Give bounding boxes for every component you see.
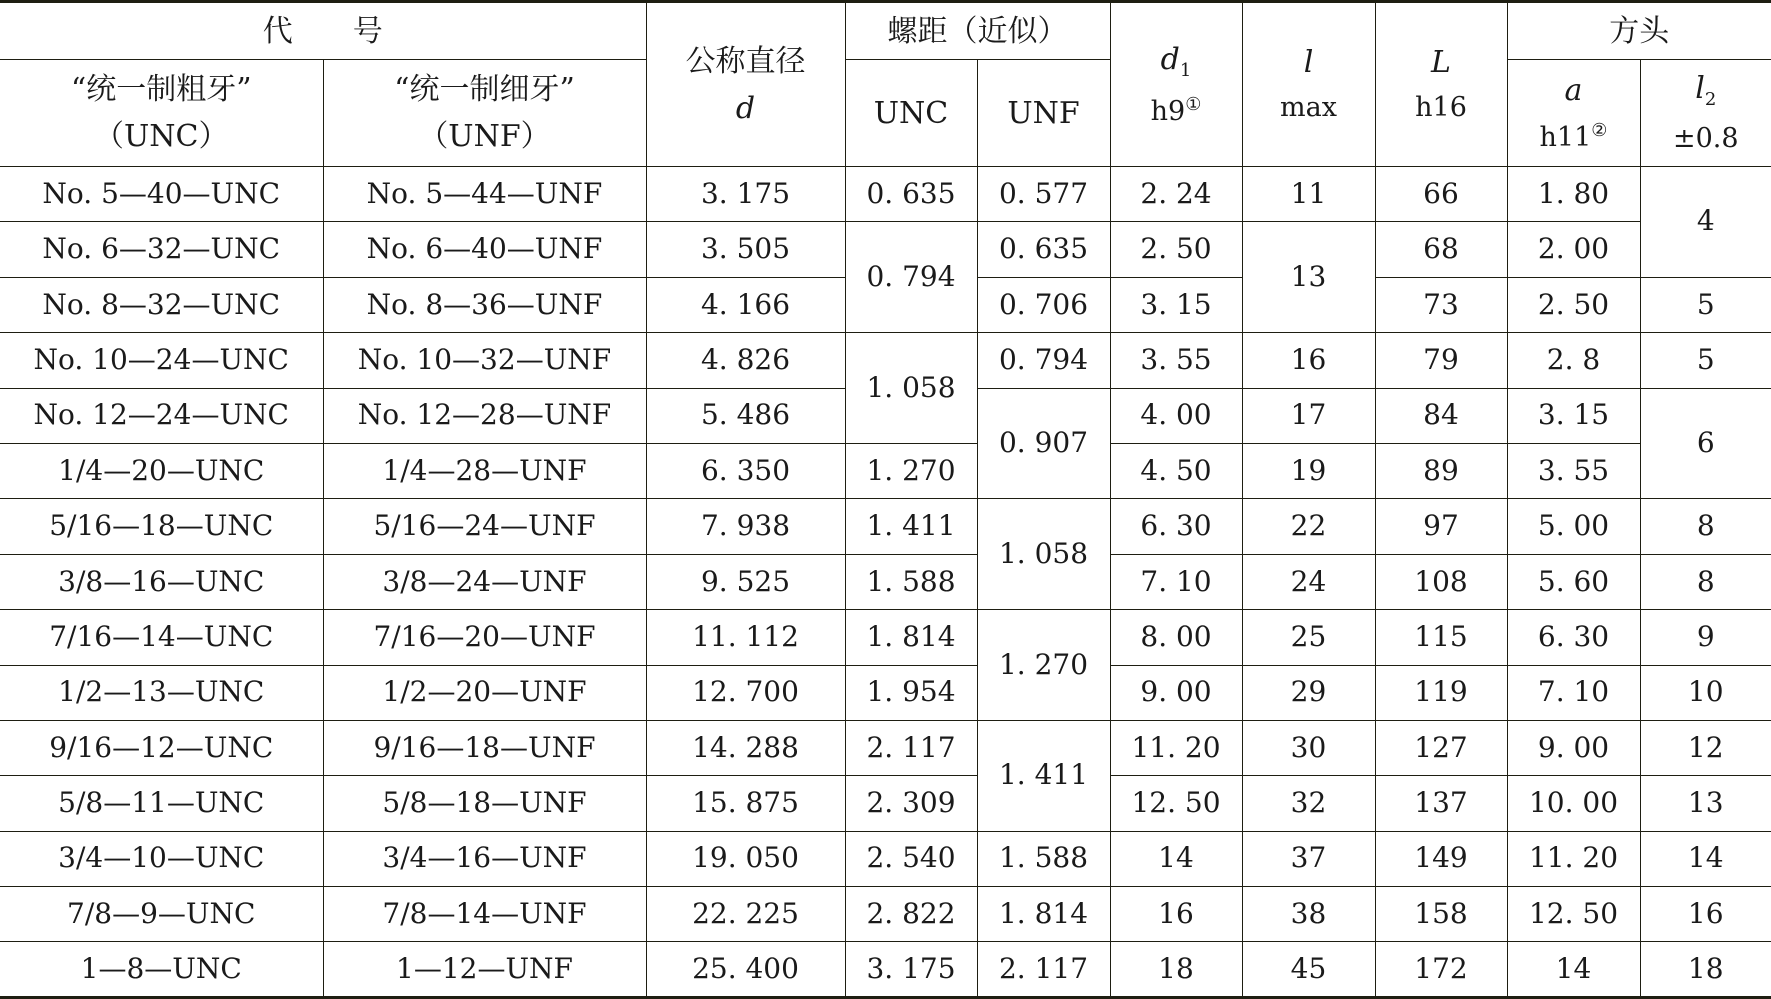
code-header: 代 号 <box>0 2 646 60</box>
l2-subscript: 2 <box>1705 89 1716 110</box>
l2-symbol-line <box>1641 72 1771 110</box>
unc-designation-cell: 5/16—18—UNC <box>0 499 323 554</box>
nominal-diameter-cell: 12. 700 <box>646 665 845 720</box>
d1-symbol-line <box>1111 43 1242 81</box>
nominal-diameter-cell: 3. 505 <box>646 222 845 277</box>
nominal-diameter-cell: 19. 050 <box>646 831 845 886</box>
table-row <box>0 720 1771 775</box>
d1-cell: 3. 15 <box>1110 277 1242 332</box>
table-row <box>0 665 1771 720</box>
square-head-header: 方头 <box>1507 2 1771 60</box>
l-cell: 13 <box>1242 222 1375 333</box>
L-cell: 97 <box>1375 499 1507 554</box>
d1-cell: 11. 20 <box>1110 720 1242 775</box>
l-cell: 32 <box>1242 776 1375 831</box>
L-cell: 66 <box>1375 167 1507 222</box>
table-row <box>0 776 1771 831</box>
pitch-unc-header: UNC <box>845 60 977 167</box>
nominal-diameter-header <box>646 2 845 167</box>
l2-cell: 12 <box>1640 720 1771 775</box>
l2-cell: 9 <box>1640 610 1771 665</box>
table-row <box>0 167 1771 222</box>
nominal-diameter-cell: 5. 486 <box>646 388 845 443</box>
pitch-unf-cell: 0. 706 <box>977 277 1110 332</box>
table-row <box>0 499 1771 554</box>
pitch-header: 螺距（近似） <box>845 2 1110 60</box>
l2-cell: 16 <box>1640 887 1771 942</box>
nominal-diameter-cell: 9. 525 <box>646 554 845 609</box>
l2-cell: 4 <box>1640 167 1771 278</box>
L-cell: 73 <box>1375 277 1507 332</box>
L-header <box>1375 2 1507 167</box>
d1-cell: 2. 50 <box>1110 222 1242 277</box>
unc-designation-cell: 3/4—10—UNC <box>0 831 323 886</box>
unc-designation-cell: No. 5—40—UNC <box>0 167 323 222</box>
table-row <box>0 887 1771 942</box>
pitch-unc-cell: 1. 954 <box>845 665 977 720</box>
a-cell: 10. 00 <box>1507 776 1640 831</box>
d1-cell: 3. 55 <box>1110 333 1242 388</box>
pitch-unf-cell: 1. 058 <box>977 499 1110 610</box>
a-tolerance-line <box>1508 121 1640 153</box>
unf-header <box>323 60 646 167</box>
l-cell: 16 <box>1242 333 1375 388</box>
unf-designation-cell: 1/2—20—UNF <box>323 665 646 720</box>
l2-cell: 6 <box>1640 388 1771 499</box>
unf-designation-cell: 5/8—18—UNF <box>323 776 646 831</box>
l-cell: 29 <box>1242 665 1375 720</box>
d1-cell: 6. 30 <box>1110 499 1242 554</box>
table-row <box>0 554 1771 609</box>
table-row <box>0 333 1771 388</box>
unf-designation-cell: 3/4—16—UNF <box>323 831 646 886</box>
l-cell: 22 <box>1242 499 1375 554</box>
l2-cell: 5 <box>1640 277 1771 332</box>
l2-cell: 8 <box>1640 554 1771 609</box>
pitch-unc-cell: 1. 814 <box>845 610 977 665</box>
pitch-unf-cell: 0. 907 <box>977 388 1110 499</box>
l-cell: 38 <box>1242 887 1375 942</box>
L-cell: 84 <box>1375 388 1507 443</box>
unc-designation-cell: 7/16—14—UNC <box>0 610 323 665</box>
a-cell: 7. 10 <box>1507 665 1640 720</box>
unf-title: “统一制细牙” <box>324 73 646 106</box>
a-footnote-mark: ② <box>1591 120 1607 141</box>
unc-designation-cell: 7/8—9—UNC <box>0 887 323 942</box>
L-cell: 79 <box>1375 333 1507 388</box>
unc-designation-cell: 1/2—13—UNC <box>0 665 323 720</box>
d1-subscript: 1 <box>1180 60 1191 81</box>
d1-tolerance: h9 <box>1151 96 1186 127</box>
nominal-diameter-cell: 15. 875 <box>646 776 845 831</box>
pitch-unc-cell: 1. 411 <box>845 499 977 554</box>
d1-symbol: d <box>1161 42 1180 77</box>
l-cell: 45 <box>1242 942 1375 997</box>
l-cell: 25 <box>1242 610 1375 665</box>
header-row-1 <box>0 2 1771 60</box>
nominal-diameter-cell: 6. 350 <box>646 443 845 498</box>
pitch-unf-cell: 0. 577 <box>977 167 1110 222</box>
pitch-unc-cell: 2. 822 <box>845 887 977 942</box>
l-cell: 37 <box>1242 831 1375 886</box>
nominal-diameter-label: 公称直径 <box>647 45 845 78</box>
unf-designation-cell: No. 12—28—UNF <box>323 388 646 443</box>
pitch-unc-cell: 1. 058 <box>845 333 977 444</box>
unf-designation-cell: No. 6—40—UNF <box>323 222 646 277</box>
a-cell: 5. 00 <box>1507 499 1640 554</box>
pitch-unf-cell: 2. 117 <box>977 942 1110 997</box>
a-cell: 1. 80 <box>1507 167 1640 222</box>
l-cell: 24 <box>1242 554 1375 609</box>
L-cell: 89 <box>1375 443 1507 498</box>
table-row <box>0 222 1771 277</box>
unc-designation-cell: 3/8—16—UNC <box>0 554 323 609</box>
pitch-unf-cell: 1. 270 <box>977 610 1110 721</box>
a-cell: 14 <box>1507 942 1640 997</box>
L-tolerance: h16 <box>1376 93 1507 123</box>
l2-header <box>1640 60 1771 167</box>
d1-cell: 9. 00 <box>1110 665 1242 720</box>
a-cell: 3. 15 <box>1507 388 1640 443</box>
pitch-unc-cell: 0. 635 <box>845 167 977 222</box>
table-row <box>0 443 1771 498</box>
l2-cell: 5 <box>1640 333 1771 388</box>
a-cell: 2. 8 <box>1507 333 1640 388</box>
pitch-unf-cell: 1. 588 <box>977 831 1110 886</box>
nominal-diameter-cell: 4. 166 <box>646 277 845 332</box>
a-cell: 9. 00 <box>1507 720 1640 775</box>
L-cell: 149 <box>1375 831 1507 886</box>
d1-tolerance-line <box>1111 95 1242 127</box>
pitch-unc-cell: 2. 117 <box>845 720 977 775</box>
a-cell: 11. 20 <box>1507 831 1640 886</box>
a-header <box>1507 60 1640 167</box>
L-symbol: L <box>1376 46 1507 79</box>
a-cell: 3. 55 <box>1507 443 1640 498</box>
L-cell: 127 <box>1375 720 1507 775</box>
nominal-diameter-cell: 25. 400 <box>646 942 845 997</box>
unf-designation-cell: 7/8—14—UNF <box>323 887 646 942</box>
l2-tolerance: ±0.8 <box>1641 124 1771 154</box>
L-cell: 172 <box>1375 942 1507 997</box>
a-cell: 12. 50 <box>1507 887 1640 942</box>
unf-designation-cell: 9/16—18—UNF <box>323 720 646 775</box>
d1-header <box>1110 2 1242 167</box>
L-cell: 68 <box>1375 222 1507 277</box>
d1-cell: 14 <box>1110 831 1242 886</box>
pitch-unc-cell: 2. 540 <box>845 831 977 886</box>
pitch-unf-header: UNF <box>977 60 1110 167</box>
d1-cell: 4. 00 <box>1110 388 1242 443</box>
pitch-unc-cell: 1. 588 <box>845 554 977 609</box>
unc-subtitle: （UNC） <box>0 120 323 153</box>
pitch-unc-cell: 3. 175 <box>845 942 977 997</box>
l2-symbol: l <box>1695 71 1705 106</box>
d1-cell: 8. 00 <box>1110 610 1242 665</box>
unc-designation-cell: 5/8—11—UNC <box>0 776 323 831</box>
nominal-diameter-cell: 22. 225 <box>646 887 845 942</box>
unc-designation-cell: No. 12—24—UNC <box>0 388 323 443</box>
unc-designation-cell: 9/16—12—UNC <box>0 720 323 775</box>
unc-designation-cell: 1/4—20—UNC <box>0 443 323 498</box>
l-symbol: l <box>1243 46 1375 79</box>
unc-title: “统一制粗牙” <box>0 73 323 106</box>
l-tolerance: max <box>1243 93 1375 123</box>
pitch-unc-cell: 0. 794 <box>845 222 977 333</box>
unf-designation-cell: 1/4—28—UNF <box>323 443 646 498</box>
pitch-unf-cell: 0. 794 <box>977 333 1110 388</box>
L-cell: 137 <box>1375 776 1507 831</box>
l-cell: 30 <box>1242 720 1375 775</box>
unc-designation-cell: No. 6—32—UNC <box>0 222 323 277</box>
unf-designation-cell: 7/16—20—UNF <box>323 610 646 665</box>
a-cell: 6. 30 <box>1507 610 1640 665</box>
unc-header <box>0 60 323 167</box>
l-cell: 17 <box>1242 388 1375 443</box>
table-row <box>0 942 1771 997</box>
unc-designation-cell: 1—8—UNC <box>0 942 323 997</box>
a-cell: 5. 60 <box>1507 554 1640 609</box>
d1-cell: 2. 24 <box>1110 167 1242 222</box>
a-cell: 2. 00 <box>1507 222 1640 277</box>
d1-cell: 16 <box>1110 887 1242 942</box>
a-tolerance: h11 <box>1540 122 1592 153</box>
l-header <box>1242 2 1375 167</box>
unf-designation-cell: 1—12—UNF <box>323 942 646 997</box>
pitch-unf-cell: 1. 814 <box>977 887 1110 942</box>
L-cell: 119 <box>1375 665 1507 720</box>
unf-designation-cell: No. 8—36—UNF <box>323 277 646 332</box>
table-row <box>0 831 1771 886</box>
nominal-diameter-cell: 3. 175 <box>646 167 845 222</box>
d1-cell: 12. 50 <box>1110 776 1242 831</box>
d1-footnote-mark: ① <box>1185 94 1201 115</box>
l-cell: 19 <box>1242 443 1375 498</box>
l2-cell: 8 <box>1640 499 1771 554</box>
pitch-unf-cell: 0. 635 <box>977 222 1110 277</box>
nominal-diameter-cell: 4. 826 <box>646 333 845 388</box>
l-cell: 11 <box>1242 167 1375 222</box>
unf-designation-cell: 3/8—24—UNF <box>323 554 646 609</box>
l2-cell: 13 <box>1640 776 1771 831</box>
l2-cell: 10 <box>1640 665 1771 720</box>
unc-designation-cell: No. 8—32—UNC <box>0 277 323 332</box>
unf-designation-cell: No. 5—44—UNF <box>323 167 646 222</box>
pitch-unf-cell: 1. 411 <box>977 720 1110 831</box>
a-symbol: a <box>1508 74 1640 107</box>
L-cell: 108 <box>1375 554 1507 609</box>
a-cell: 2. 50 <box>1507 277 1640 332</box>
d1-cell: 7. 10 <box>1110 554 1242 609</box>
pitch-unc-cell: 1. 270 <box>845 443 977 498</box>
unf-designation-cell: No. 10—32—UNF <box>323 333 646 388</box>
unf-subtitle: （UNF） <box>324 120 646 153</box>
L-cell: 158 <box>1375 887 1507 942</box>
pitch-unc-cell: 2. 309 <box>845 776 977 831</box>
L-cell: 115 <box>1375 610 1507 665</box>
l2-cell: 14 <box>1640 831 1771 886</box>
l2-cell: 18 <box>1640 942 1771 997</box>
unf-designation-cell: 5/16—24—UNF <box>323 499 646 554</box>
nominal-diameter-cell: 11. 112 <box>646 610 845 665</box>
nominal-diameter-cell: 14. 288 <box>646 720 845 775</box>
table-row <box>0 610 1771 665</box>
nominal-diameter-cell: 7. 938 <box>646 499 845 554</box>
nominal-diameter-symbol: d <box>647 92 845 125</box>
d1-cell: 4. 50 <box>1110 443 1242 498</box>
d1-cell: 18 <box>1110 942 1242 997</box>
unc-designation-cell: No. 10—24—UNC <box>0 333 323 388</box>
